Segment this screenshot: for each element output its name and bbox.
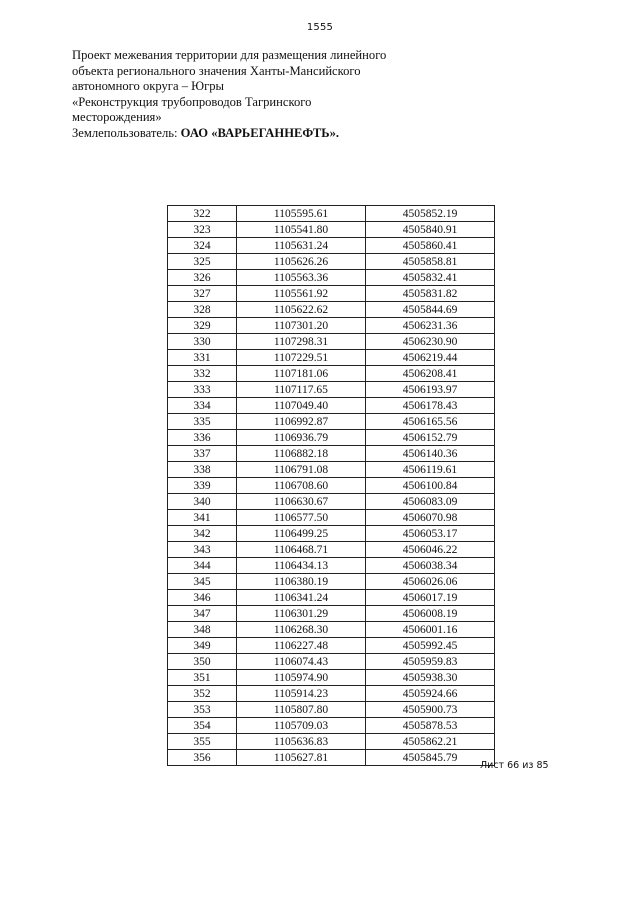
x-coordinate-cell: 1106791.08 [237,462,366,478]
y-coordinate-cell: 4505845.79 [366,750,495,766]
point-number-cell: 348 [168,622,237,638]
point-number-cell: 329 [168,318,237,334]
point-number-cell: 343 [168,542,237,558]
point-number-cell: 347 [168,606,237,622]
point-number-cell: 351 [168,670,237,686]
y-coordinate-cell: 4506046.22 [366,542,495,558]
x-coordinate-cell: 1105563.36 [237,270,366,286]
table-row [168,446,495,462]
x-coordinate-cell: 1105709.03 [237,718,366,734]
table-row [168,430,495,446]
y-coordinate-cell: 4506026.06 [366,574,495,590]
x-coordinate-cell: 1107298.31 [237,334,366,350]
coordinates-table-body [168,206,495,766]
table-row [168,206,495,222]
table-row [168,382,495,398]
x-coordinate-cell: 1107229.51 [237,350,366,366]
table-row [168,414,495,430]
table-row [168,526,495,542]
y-coordinate-cell: 4505858.81 [366,254,495,270]
table-row [168,238,495,254]
y-coordinate-cell: 4506100.84 [366,478,495,494]
point-number-cell: 334 [168,398,237,414]
x-coordinate-cell: 1106227.48 [237,638,366,654]
x-coordinate-cell: 1105627.81 [237,750,366,766]
x-coordinate-cell: 1105622.62 [237,302,366,318]
x-coordinate-cell: 1105914.23 [237,686,366,702]
x-coordinate-cell: 1106708.60 [237,478,366,494]
y-coordinate-cell: 4505924.66 [366,686,495,702]
point-number-cell: 356 [168,750,237,766]
y-coordinate-cell: 4505860.41 [366,238,495,254]
table-row [168,686,495,702]
table-row [168,590,495,606]
y-coordinate-cell: 4506152.79 [366,430,495,446]
y-coordinate-cell: 4506053.17 [366,526,495,542]
y-coordinate-cell: 4505992.45 [366,638,495,654]
point-number-cell: 333 [168,382,237,398]
y-coordinate-cell: 4506231.36 [366,318,495,334]
land-user-line [72,126,412,142]
table-row [168,366,495,382]
coordinates-table [167,205,495,766]
header-line: Проект межевания территории для размещения линейного [72,48,387,62]
x-coordinate-cell: 1105595.61 [237,206,366,222]
y-coordinate-cell: 4506008.19 [366,606,495,622]
y-coordinate-cell: 4506038.34 [366,558,495,574]
point-number-cell: 339 [168,478,237,494]
point-number-cell: 324 [168,238,237,254]
y-coordinate-cell: 4505852.19 [366,206,495,222]
x-coordinate-cell: 1105631.24 [237,238,366,254]
table-row [168,350,495,366]
y-coordinate-cell: 4505840.91 [366,222,495,238]
table-row [168,318,495,334]
table-row [168,542,495,558]
table-row [168,462,495,478]
y-coordinate-cell: 4505900.73 [366,702,495,718]
y-coordinate-cell: 4506208.41 [366,366,495,382]
x-coordinate-cell: 1106936.79 [237,430,366,446]
point-number-cell: 354 [168,718,237,734]
table-row [168,574,495,590]
y-coordinate-cell: 4505938.30 [366,670,495,686]
point-number-cell: 350 [168,654,237,670]
point-number-cell: 353 [168,702,237,718]
point-number-cell: 342 [168,526,237,542]
x-coordinate-cell: 1105626.26 [237,254,366,270]
y-coordinate-cell: 4506070.98 [366,510,495,526]
point-number-cell: 330 [168,334,237,350]
x-coordinate-cell: 1105974.90 [237,670,366,686]
header-line: автономного округа – Югры [72,79,225,93]
x-coordinate-cell: 1106630.67 [237,494,366,510]
table-row [168,622,495,638]
x-coordinate-cell: 1107181.06 [237,366,366,382]
x-coordinate-cell: 1106882.18 [237,446,366,462]
table-row [168,734,495,750]
table-row [168,510,495,526]
y-coordinate-cell: 4506017.19 [366,590,495,606]
page-number: 1555 [306,22,334,33]
table-row [168,222,495,238]
table-row [168,398,495,414]
table-row [168,750,495,766]
y-coordinate-cell: 4506230.90 [366,334,495,350]
y-coordinate-cell: 4505959.83 [366,654,495,670]
point-number-cell: 337 [168,446,237,462]
point-number-cell: 335 [168,414,237,430]
x-coordinate-cell: 1106499.25 [237,526,366,542]
table-row [168,254,495,270]
header-line: месторождения» [72,110,162,124]
table-row [168,670,495,686]
x-coordinate-cell: 1107117.65 [237,382,366,398]
table-row [168,654,495,670]
y-coordinate-cell: 4506178.43 [366,398,495,414]
point-number-cell: 344 [168,558,237,574]
point-number-cell: 346 [168,590,237,606]
point-number-cell: 326 [168,270,237,286]
y-coordinate-cell: 4505878.53 [366,718,495,734]
table-row [168,270,495,286]
table-row [168,334,495,350]
x-coordinate-cell: 1106434.13 [237,558,366,574]
y-coordinate-cell: 4506165.56 [366,414,495,430]
y-coordinate-cell: 4505832.41 [366,270,495,286]
point-number-cell: 331 [168,350,237,366]
x-coordinate-cell: 1107301.20 [237,318,366,334]
table-row [168,702,495,718]
y-coordinate-cell: 4505831.82 [366,286,495,302]
y-coordinate-cell: 4506140.36 [366,446,495,462]
x-coordinate-cell: 1106577.50 [237,510,366,526]
point-number-cell: 322 [168,206,237,222]
x-coordinate-cell: 1106301.29 [237,606,366,622]
point-number-cell: 338 [168,462,237,478]
x-coordinate-cell: 1106380.19 [237,574,366,590]
point-number-cell: 352 [168,686,237,702]
table-row [168,558,495,574]
x-coordinate-cell: 1106341.24 [237,590,366,606]
x-coordinate-cell: 1106074.43 [237,654,366,670]
header-line: объекта регионального значения Ханты-Мансийского [72,63,361,78]
y-coordinate-cell: 4505844.69 [366,302,495,318]
land-user-label: Землепользователь: [72,125,178,140]
table-row [168,638,495,654]
point-number-cell: 341 [168,510,237,526]
x-coordinate-cell: 1107049.40 [237,398,366,414]
point-number-cell: 345 [168,574,237,590]
point-number-cell: 327 [168,286,237,302]
table-row [168,478,495,494]
y-coordinate-cell: 4506119.61 [366,462,495,478]
point-number-cell: 340 [168,494,237,510]
x-coordinate-cell: 1106468.71 [237,542,366,558]
point-number-cell: 332 [168,366,237,382]
point-number-cell: 323 [168,222,237,238]
x-coordinate-cell: 1105636.83 [237,734,366,750]
header-line: «Реконструкция трубопроводов Тагринского [72,94,312,109]
x-coordinate-cell: 1106992.87 [237,414,366,430]
x-coordinate-cell: 1105541.80 [237,222,366,238]
document-header [72,48,412,141]
land-user-value: ОАО «ВАРЬЕГАННЕФТЬ». [177,125,340,140]
table-row [168,302,495,318]
table-row [168,606,495,622]
x-coordinate-cell: 1105561.92 [237,286,366,302]
y-coordinate-cell: 4506219.44 [366,350,495,366]
point-number-cell: 336 [168,430,237,446]
y-coordinate-cell: 4506193.97 [366,382,495,398]
x-coordinate-cell: 1106268.30 [237,622,366,638]
point-number-cell: 328 [168,302,237,318]
y-coordinate-cell: 4505862.21 [366,734,495,750]
point-number-cell: 349 [168,638,237,654]
y-coordinate-cell: 4506001.16 [366,622,495,638]
sheet-label: Лист 66 из 85 [480,760,549,771]
table-row [168,286,495,302]
y-coordinate-cell: 4506083.09 [366,494,495,510]
x-coordinate-cell: 1105807.80 [237,702,366,718]
point-number-cell: 355 [168,734,237,750]
point-number-cell: 325 [168,254,237,270]
table-row [168,718,495,734]
table-row [168,494,495,510]
